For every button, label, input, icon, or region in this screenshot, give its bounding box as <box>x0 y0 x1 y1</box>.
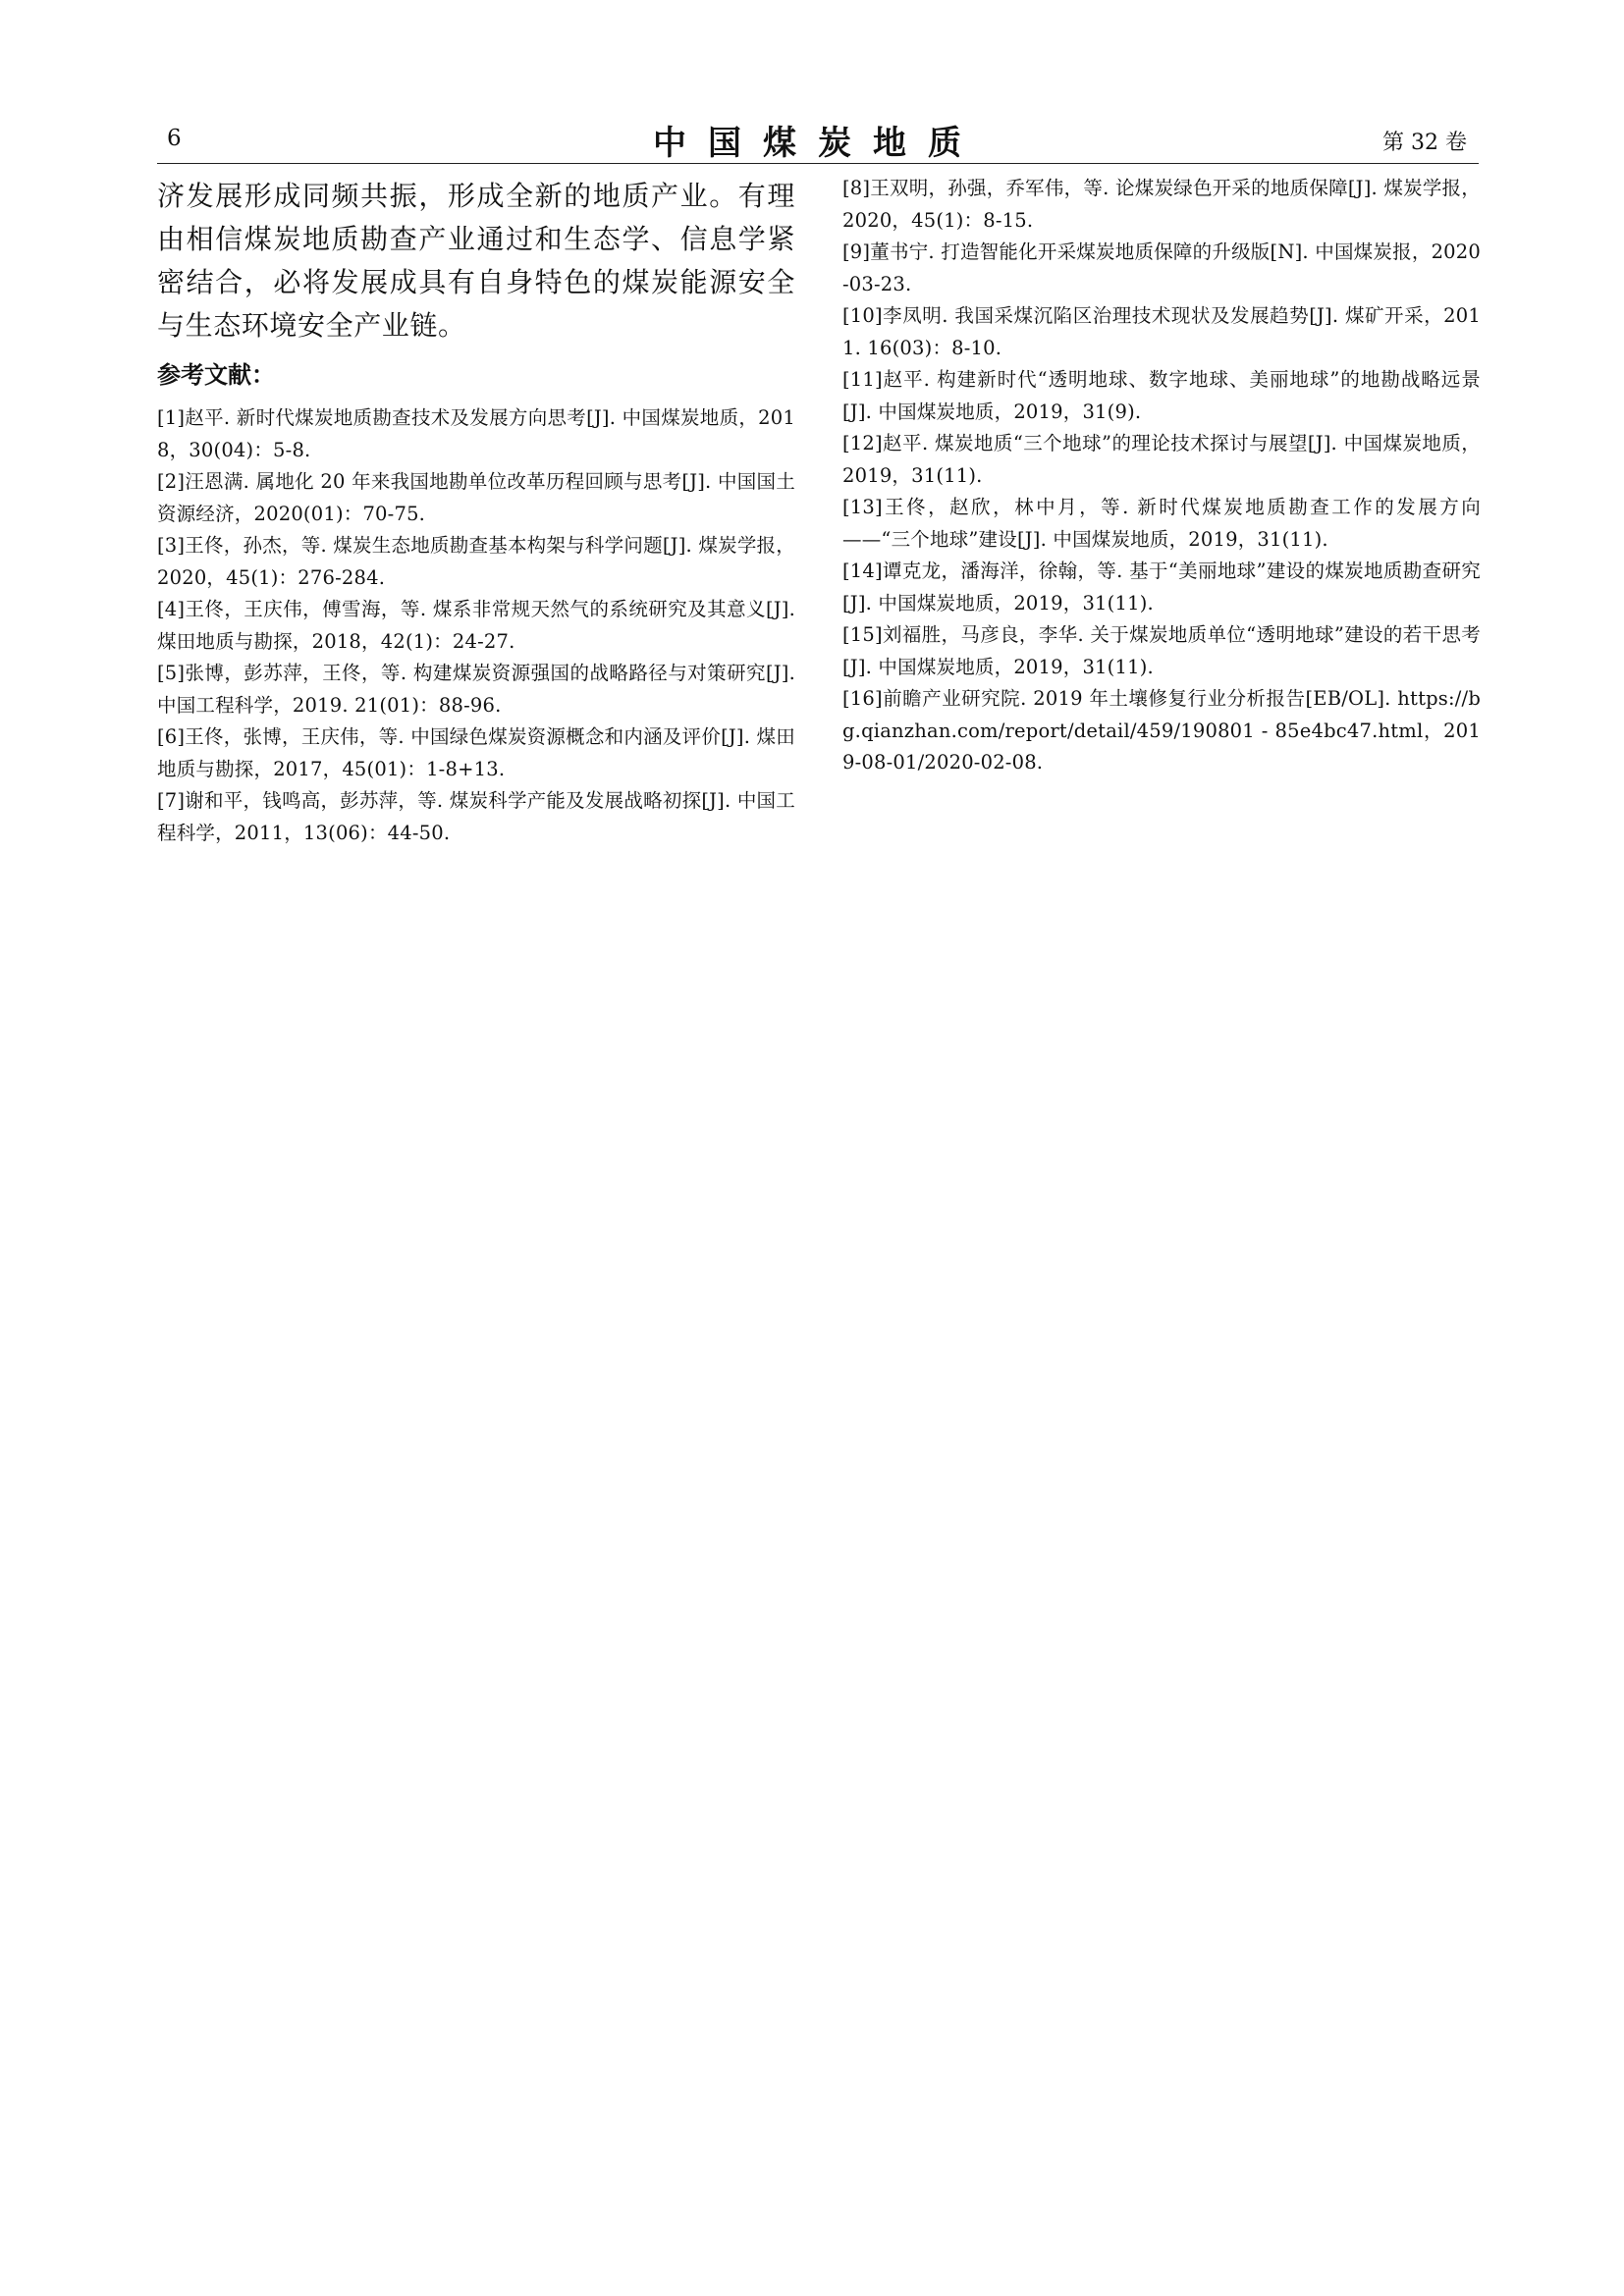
reference-item: [3]王佟，孙杰，等. 煤炭生态地质勘查基本构架与科学问题[J]. 煤炭学报，2020，45(1)：276-284. <box>157 534 795 589</box>
reference-list-right <box>842 173 1481 779</box>
right-column <box>842 173 1481 779</box>
reference-item: [13]王佟，赵欣，林中月，等. 新时代煤炭地质勘查工作的发展方向——“三个地球”建设[J]. 中国煤炭地质，2019，31(11). <box>842 496 1481 551</box>
reference-item: [4]王佟，王庆伟，傅雪海，等. 煤系非常规天然气的系统研究及其意义[J]. 煤田地质与勘探，2018，42(1)：24-27. <box>157 598 795 653</box>
volume-label: 第 32 卷 <box>1382 131 1467 155</box>
reference-item: [1]赵平. 新时代煤炭地质勘查技术及发展方向思考[J]. 中国煤炭地质，2018，30(04)：5-8. <box>157 406 795 461</box>
page-number: 6 <box>167 126 182 151</box>
left-column <box>157 175 795 849</box>
reference-item: [15]刘福胜，马彦良，李华. 关于煤炭地质单位“透明地球”建设的若干思考[J]. 中国煤炭地质，2019，31(11). <box>842 623 1481 678</box>
references-heading: 参考文献： <box>157 361 275 389</box>
body-paragraph: 济发展形成同频共振，形成全新的地质产业。有理由相信煤炭地质勘查产业通过和生态学、信息学紧密结合，必将发展成具有自身特色的煤炭能源安全与生态环境安全产业链。 <box>157 180 795 342</box>
reference-item: [8]王双明，孙强，乔军伟，等. 论煤炭绿色开采的地质保障[J]. 煤炭学报，2020，45(1)：8-15. <box>842 177 1481 232</box>
reference-item: [11]赵平. 构建新时代“透明地球、数字地球、美丽地球”的地勘战略远景[J]. 中国煤炭地质，2019，31(9). <box>842 368 1481 423</box>
header-rule <box>157 163 1479 164</box>
reference-item: [2]汪恩满. 属地化 20 年来我国地勘单位改革历程回顾与思考[J]. 中国国土资源经济，2020(01)：70-75. <box>157 470 795 525</box>
reference-item: [10]李凤明. 我国采煤沉陷区治理技术现状及发展趋势[J]. 煤矿开采，2011. 16(03)：8-10. <box>842 304 1481 359</box>
reference-item: [16]前瞻产业研究院. 2019 年土壤修复行业分析报告[EB/OL]. https://bg.qianzhan.com/report/detail/459/190801 - 85e4bc47.html，2019-08-01/2020-02-08. <box>842 687 1481 774</box>
reference-list-left <box>157 402 795 849</box>
reference-item: [7]谢和平，钱鸣高，彭苏萍，等. 煤炭科学产能及发展战略初探[J]. 中国工程科学，2011，13(06)：44-50. <box>157 789 795 844</box>
reference-item: [5]张博，彭苏萍，王佟，等. 构建煤炭资源强国的战略路径与对策研究[J]. 中国工程科学，2019. 21(01)：88-96. <box>157 662 795 717</box>
reference-item: [6]王佟，张博，王庆伟，等. 中国绿色煤炭资源概念和内涵及评价[J]. 煤田地质与勘探，2017，45(01)：1-8+13. <box>157 725 795 780</box>
running-header <box>157 116 1479 161</box>
reference-item: [9]董书宁. 打造智能化开采煤炭地质保障的升级版[N]. 中国煤炭报，2020-03-23. <box>842 240 1481 295</box>
reference-item: [12]赵平. 煤炭地质“三个地球”的理论技术探讨与展望[J]. 中国煤炭地质，2019，31(11). <box>842 432 1481 487</box>
reference-item: [14]谭克龙，潘海洋，徐翰，等. 基于“美丽地球”建设的煤炭地质勘查研究[J]. 中国煤炭地质，2019，31(11). <box>842 560 1481 614</box>
journal-title: 中国煤炭地质 <box>653 124 983 163</box>
